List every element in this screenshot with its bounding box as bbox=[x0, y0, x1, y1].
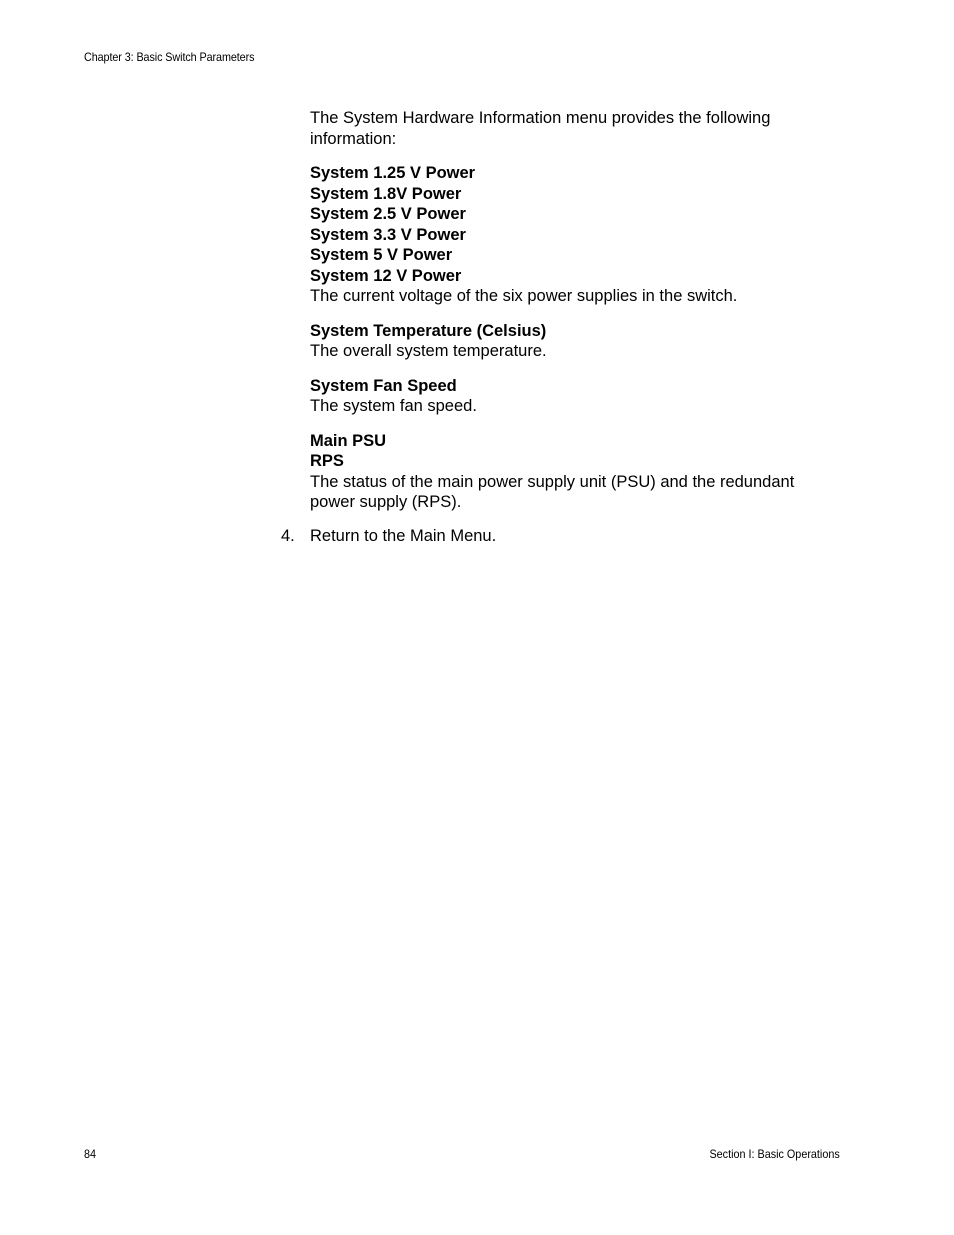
main-content bbox=[310, 108, 830, 527]
temperature-description: The overall system temperature. bbox=[310, 342, 547, 360]
term-main-psu: Main PSU bbox=[310, 431, 387, 450]
term-12v-power: System 12 V Power bbox=[310, 266, 462, 285]
term-25v-power: System 2.5 V Power bbox=[310, 205, 466, 223]
step-item bbox=[281, 526, 496, 547]
fan-speed-description: The system fan speed. bbox=[310, 397, 477, 415]
step-number: 4. bbox=[281, 527, 295, 545]
power-description: The current voltage of the six power supplies in the switch. bbox=[310, 287, 738, 305]
fan-speed-group bbox=[310, 376, 830, 417]
term-rps: RPS bbox=[310, 452, 344, 470]
term-5v-power: System 5 V Power bbox=[310, 246, 453, 264]
psu-description: The status of the main power supply unit (PSU) and the redundant power supply (RPS). bbox=[310, 472, 795, 511]
step-text: Return to the Main Menu. bbox=[310, 527, 497, 545]
term-33v-power: System 3.3 V Power bbox=[310, 225, 466, 244]
temperature-group bbox=[310, 321, 830, 362]
term-system-temperature: System Temperature (Celsius) bbox=[310, 321, 547, 340]
term-system-fan-speed: System Fan Speed bbox=[310, 376, 457, 395]
footer-section: Section I: Basic Operations bbox=[709, 1147, 840, 1161]
power-group bbox=[310, 163, 830, 307]
term-18v-power: System 1.8V Power bbox=[310, 184, 462, 203]
page-number: 84 bbox=[84, 1147, 97, 1161]
psu-group bbox=[310, 431, 830, 513]
running-header: Chapter 3: Basic Switch Parameters bbox=[84, 50, 255, 64]
intro-paragraph: The System Hardware Information menu provides the following information: bbox=[310, 109, 771, 148]
term-125v-power: System 1.25 V Power bbox=[310, 164, 476, 182]
